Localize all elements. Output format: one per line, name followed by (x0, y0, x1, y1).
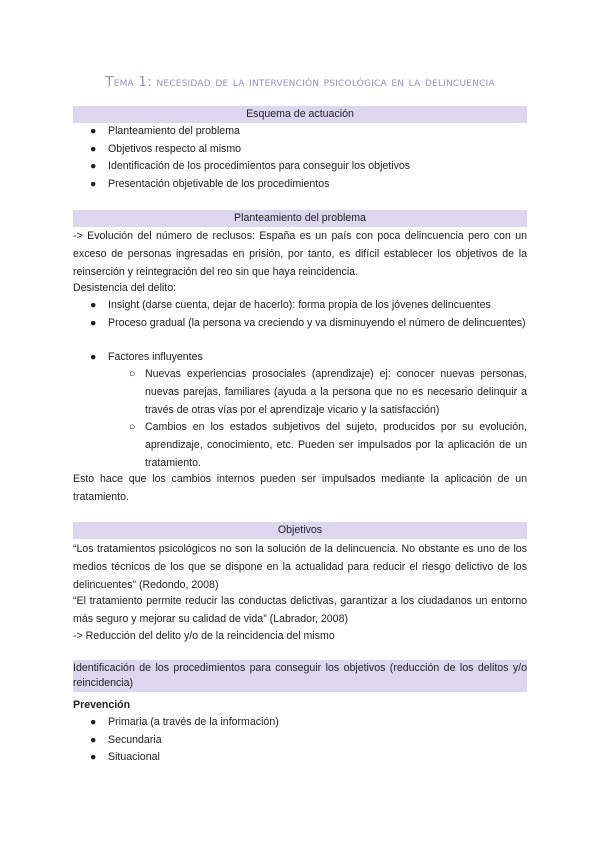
bullet-icon: ● (90, 143, 97, 155)
subheading-prevencion: Prevención (73, 699, 131, 711)
bullet-icon: ● (90, 734, 97, 746)
bullet-icon: ● (90, 299, 97, 311)
bullet-icon: ● (90, 317, 97, 329)
paragraph-intro: -> Evolución del número de reclusos: España es un país con poca delincuencia pero con un exceso de personas ingresadas en prisión, por tanto, es difícil establecer los objetivos de la reinserción y reintegración del reo sin que haya reincidencia. (73, 230, 527, 278)
bullet-icon: ● (90, 178, 97, 190)
quote-labrador: “El tratamiento permite reducir las conductas delictivas, garantizar a los ciudadanos un entorno más seguro y mejorar su calidad de vida” (Labrador, 2008) (73, 595, 527, 625)
paragraph-note: -> Reducción del delito y/o de la reincidencia del mismo (73, 630, 335, 642)
bullet-icon: ● (90, 351, 97, 363)
document-title: Tema 1: necesidad de la intervención psicológica en la delincuencia (105, 74, 495, 90)
quote-redondo: “Los tratamientos psicológicos no son la solución de la delincuencia. No obstante es uno de los medios técnicos de los que se dispone en la actualidad para reducir el riesgo delictivo de los delincuentes” (Redondo, 2008) (73, 543, 527, 591)
section-heading-objetivos: Objetivos (73, 522, 527, 539)
bullet-icon: ● (90, 125, 97, 137)
bullet-icon: ● (90, 751, 97, 763)
bullet-icon: ● (90, 160, 97, 172)
bullet-icon: ● (90, 716, 97, 728)
paragraph-desistencia: Desistencia del delito: (73, 282, 177, 294)
hollow-bullet-icon: ○ (129, 368, 136, 380)
hollow-bullet-icon: ○ (129, 421, 136, 433)
section-heading-planteamiento: Planteamiento del problema (73, 210, 527, 227)
paragraph-closing: Esto hace que los cambios internos pueden ser impulsados mediante la aplicación de un tratamiento. (73, 473, 527, 503)
section-heading-esquema: Esquema de actuación (73, 106, 527, 123)
section-heading-identificacion: Identificación de los procedimientos para conseguir los objetivos (reducción de los delitos y/o reincidencia) (73, 660, 527, 692)
